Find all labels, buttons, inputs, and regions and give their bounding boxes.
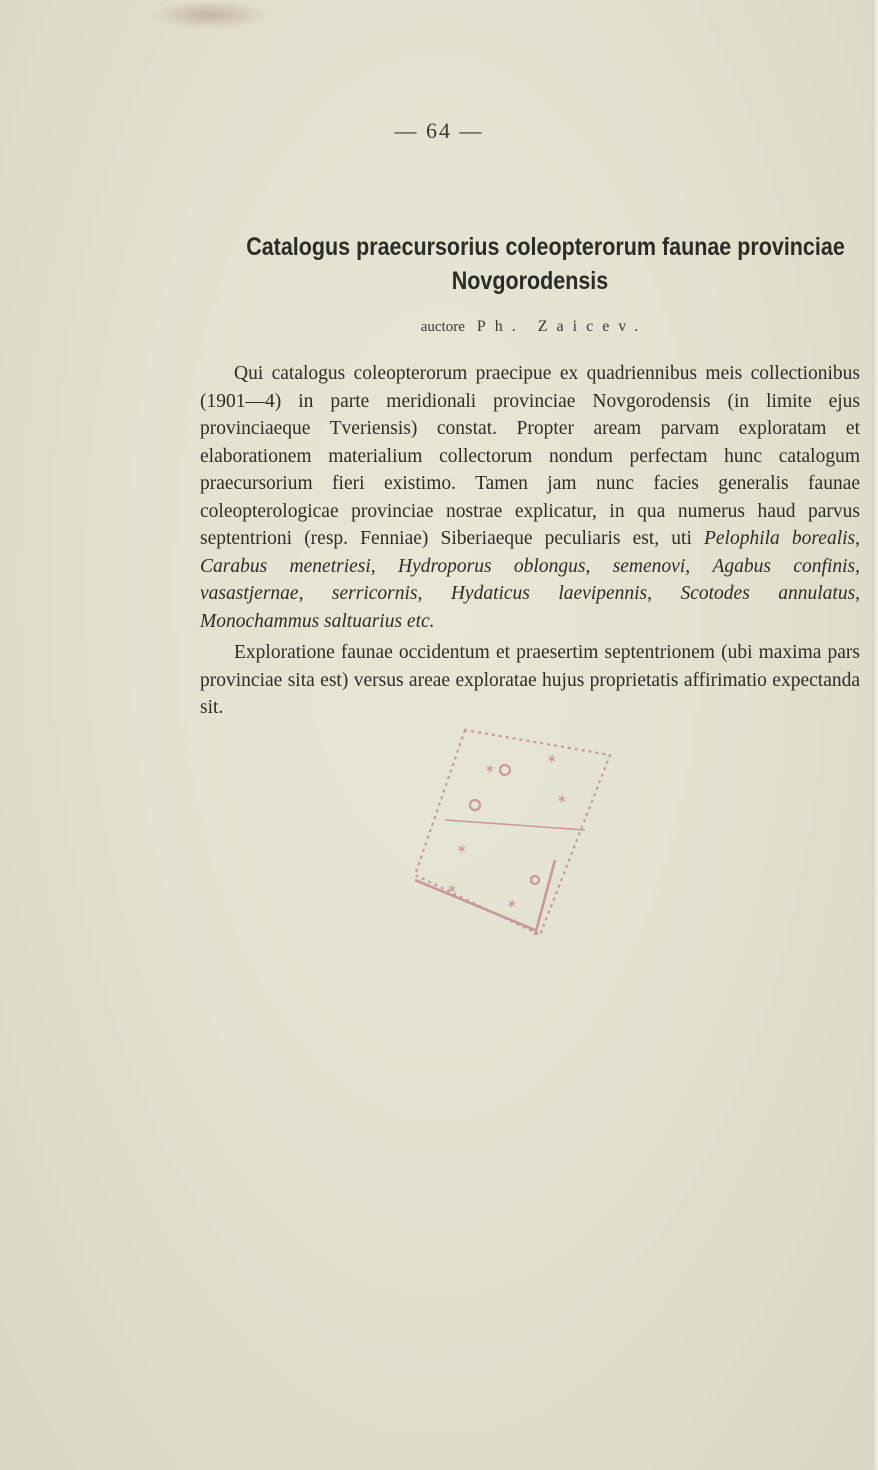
author-line: [0, 318, 878, 336]
species-name: Pelophila borealis: [703, 528, 856, 549]
library-stamp: [405, 725, 615, 940]
svg-text:✶: ✶: [541, 750, 561, 768]
species-name: serricornis: [331, 583, 418, 604]
species-name: vasastjernae: [200, 583, 299, 604]
page-edge: [872, 0, 878, 1470]
svg-text:✶: ✶: [501, 895, 521, 913]
species-name: Scotodes annulatus: [680, 583, 856, 604]
author-name: Ph. Zaicev.: [476, 318, 648, 335]
svg-text:✶: ✶: [441, 880, 461, 898]
svg-text:✶: ✶: [479, 760, 499, 778]
article-body: [200, 360, 860, 722]
species-name: Monochammus saltuarius etc.: [200, 610, 435, 632]
title-line-1: Catalogus praecursorius coleopterorum faunae provinciae: [246, 233, 845, 261]
ink-smudge: [150, 0, 270, 30]
paragraph-2: Exploratione faunae occidentum et praesertim septentrionem (ubi maxima pars provinciae sita est) versus areae exploratae hujus proprietatis affirimatio expectanda sit.: [200, 642, 860, 718]
species-name: Agabus confinis: [712, 555, 856, 577]
svg-text:✶: ✶: [451, 840, 471, 858]
species-name: Hydaticus laevipennis: [450, 583, 648, 604]
species-name: Hydroporus oblongus: [398, 555, 586, 577]
author-label: auctore: [420, 319, 465, 335]
article-title: [246, 230, 845, 298]
title-line-2: Novgorodensis: [451, 267, 609, 295]
paragraph-1-text: Qui catalogus coleopterorum praecipue ex quadriennibus meis collectionibus (1901—4) in parte meridionali provinciae Novgorodensis (in limite ejus provinciaeque Tveriensis) constat. Propter aream parvam exploratam et elaborationem materialium collectorum nondum perfectam hunc catalogum praecursorium fieri existimo. Tamen jam nunc facies generalis faunae coleopterologicae provinciae nostrae explicatur, in qua numerus haud parvus septentrioni (resp. Fenniae) Siberiaeque peculiaris est, uti: [200, 363, 860, 549]
paragraph-1: Qui catalogus coleopterorum praecipue ex quadriennibus meis collectionibus (1901—4) in parte meridionali provinciae Novgorodensis (in limite ejus provinciaeque Tveriensis) constat. Propter aream parvam exploratam et elaborationem materialium collectorum nondum perfectam hunc catalogum praecursorium fieri existimo. Tamen jam nunc facies generalis faunae coleopterologicae provinciae nostrae explicatur, in qua numerus haud parvus septentrioni (resp. Fenniae) Siberiaeque peculiaris est, uti Pelophila borealis, Carabus menetriesi, Hydroporus oblongus, semenovi, Agabus confinis, vasastjernae, serricornis, Hydaticus laevipennis, Scotodes annulatus, Monochammus saltuarius etc.: [200, 363, 861, 632]
svg-text:✶: ✶: [551, 790, 571, 808]
species-name: semenovi: [612, 555, 686, 577]
page-number: — 64 —: [394, 118, 484, 143]
species-name: Carabus menetriesi: [200, 555, 371, 577]
